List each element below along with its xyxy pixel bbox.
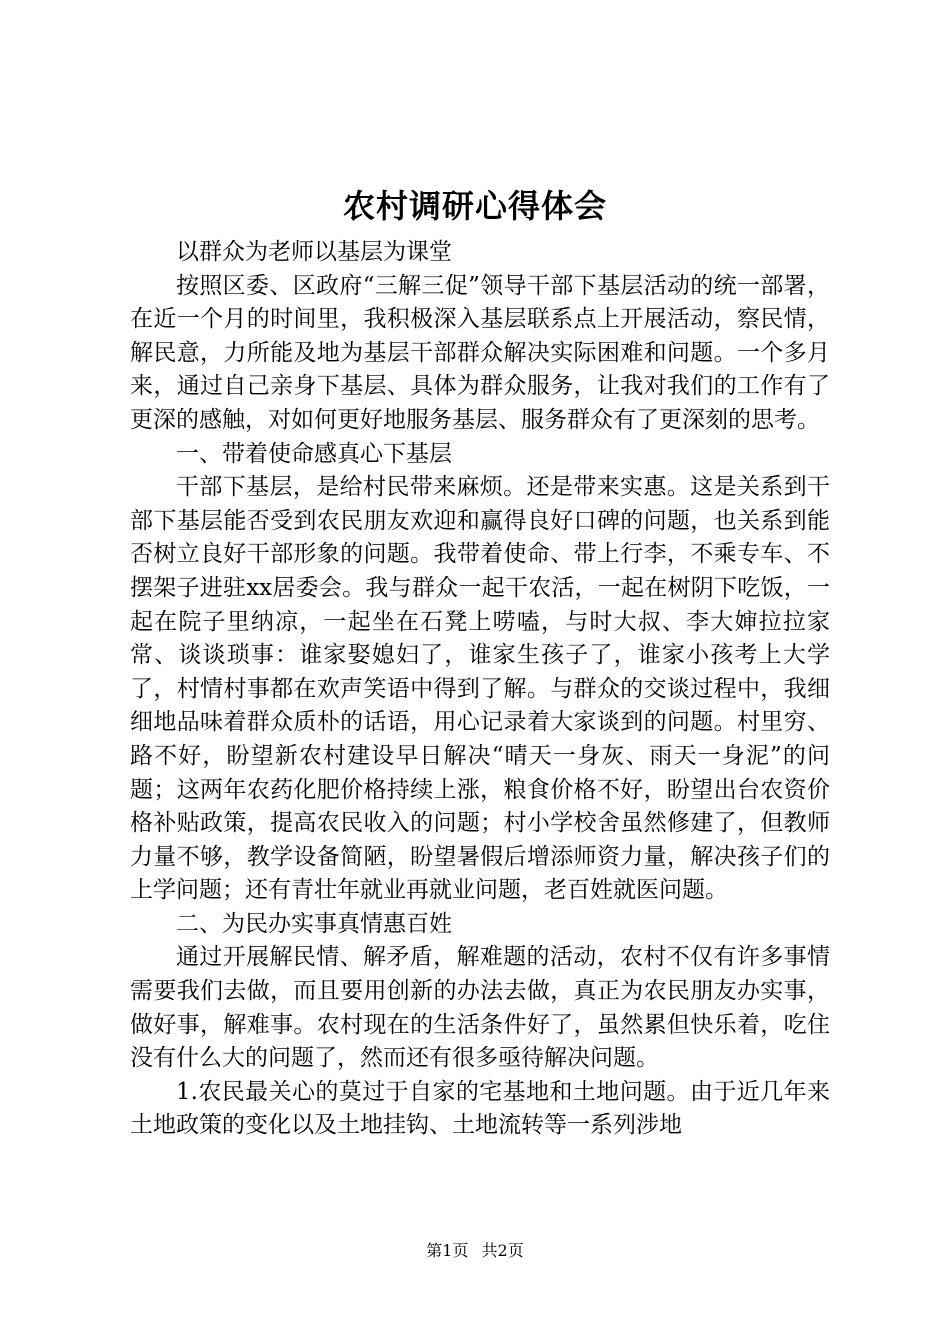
- page-number: 第1页: [426, 1241, 469, 1260]
- section-heading-2: 二、为民办实事真情惠百姓: [176, 910, 452, 937]
- paragraph-intro: 按照区委、区政府“三解三促”领导干部下基层活动的统一部署，在近一个月的时间里，我积极深入基层联系点上开展活动，察民情，解民意，力所能及地为基层干部群众解决实际困难和问题。一个多月来，通过自己亲身下基层、具体为群众服务，让我对我们的工作有了更深的感触，对如何更好地服务基层、服务群众有了更深刻的思考。: [130, 272, 830, 433]
- paragraph-item-1: 1.农民最关心的莫过于自家的宅基地和土地问题。由于近几年来土地政策的变化以及土地挂钩、土地流转等一系列涉地: [130, 1078, 830, 1139]
- paragraph-section-2: 通过开展解民情、解矛盾，解难题的活动，农村不仅有许多事情需要我们去做，而且要用创新的办法去做，真正为农民朋友办实事，做好事，解难事。农村现在的生活条件好了，虽然累但快乐着，吃住没有什么大的问题了，然而还有很多亟待解决问题。: [130, 944, 830, 1072]
- section-heading-1: 一、带着使命感真心下基层: [176, 440, 452, 467]
- page-total: 共2页: [481, 1241, 524, 1260]
- paragraph-section-1: 干部下基层，是给村民带来麻烦。还是带来实惠。这是关系到干部下基层能否受到农民朋友欢迎和赢得良好口碑的问题，也关系到能否树立良好干部形象的问题。我带着使命、带上行李，不乘专车、不摆架子进驻xx居委会。我与群众一起干农活，一起在树阴下吃饭，一起在院子里纳凉，一起坐在石凳上唠嗑，与时大叔、李大婶拉拉家常、谈谈琐事：谁家娶媳妇了，谁家生孩子了，谁家小孩考上大学了，村情村事都在欢声笑语中得到了解。与群众的交谈过程中，我细细地品味着群众质朴的话语，用心记录着大家谈到的问题。村里穷、路不好，盼望新农村建设早日解决“晴天一身灰、雨天一身泥”的问题；这两年农药化肥价格持续上涨，粮食价格不好，盼望出台农资价格补贴政策，提高农民收入的问题；村小学校舍虽然修建了，但教师力量不够，教学设备简陋，盼望暑假后增添师资力量，解决孩子们的上学问题；还有青壮年就业再就业问题，老百姓就医问题。: [130, 474, 830, 904]
- paragraph-subtitle: 以群众为老师以基层为课堂: [176, 239, 452, 265]
- page-footer: [0, 1240, 950, 1262]
- document-title: 农村调研心得体会: [342, 187, 607, 225]
- document-body: [130, 236, 830, 1143]
